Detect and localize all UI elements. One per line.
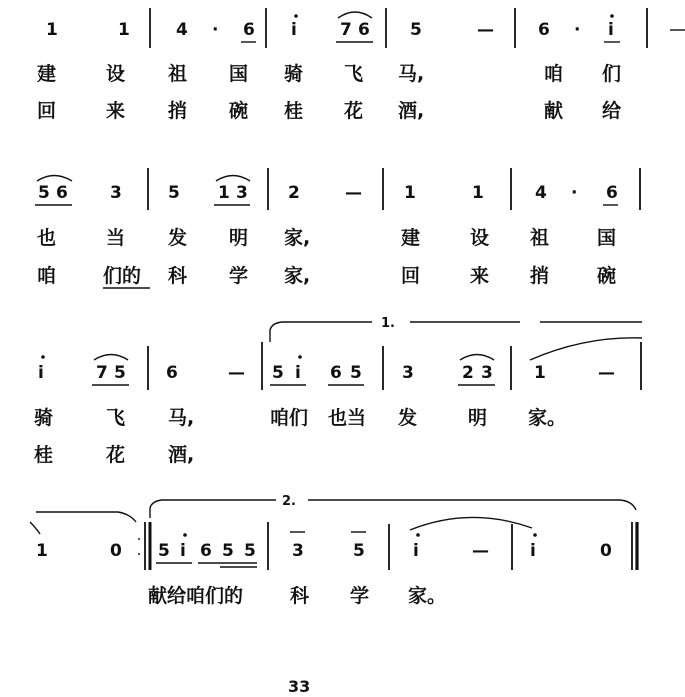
slur [37,176,72,182]
note: 1 [472,183,484,203]
lyric: 学 [229,265,249,287]
note: 3 [236,183,248,203]
note: — [598,363,615,383]
note: 1 [46,20,58,40]
note: 6 [330,363,342,383]
lyric: 明 [229,227,249,249]
octave-dot [41,355,45,359]
volta-2-bracket [150,500,276,518]
note: 5 [38,183,50,203]
lyric: 家, [284,265,311,287]
lyric: 给 [602,100,622,122]
lyric: 当 [106,227,126,249]
lyric: 桂 [284,100,304,122]
tie [530,338,642,360]
note: 6 [538,20,550,40]
note: 0 [600,541,612,561]
note: — [345,183,362,203]
note: i [413,541,419,561]
system-1 [37,8,685,122]
lyric: 咱们 [270,407,309,429]
lyric: 也 [37,227,57,249]
lyric: 家。 [528,407,567,429]
note: 1 [534,363,546,383]
note: · [212,20,219,40]
note: i [291,20,297,40]
octave-dot [533,533,537,537]
lyric: 碗 [597,265,617,287]
note: 5 [350,363,362,383]
lyric: 也当 [328,407,367,429]
note: 3 [402,363,414,383]
volta-2-end [620,500,636,510]
volta-1-label: 1. [381,316,395,331]
lyric: 马, [168,407,195,429]
note: 6 [56,183,68,203]
note: 6 [166,363,178,383]
note: 5 [158,541,170,561]
volta-2-label: 2. [282,494,296,509]
system-2 [35,168,640,288]
note: 5 [272,363,284,383]
note: 6 [243,20,255,40]
note: 3 [481,363,493,383]
lyric: 回 [401,265,421,287]
lyric: 花 [344,100,364,122]
note: — [477,20,494,40]
lyric: 捎 [168,100,188,122]
lyric: 咱 [37,265,57,287]
lyric: 酒, [168,444,195,466]
note: 5 [410,20,422,40]
note: 5 [222,541,234,561]
lyric: 咱 [544,63,564,85]
lyric: 建 [37,63,57,85]
lyric: 明 [468,407,488,429]
lyric: 飞 [106,407,126,429]
lyric: 们的 [103,265,142,287]
note: 1 [118,20,130,40]
lyric: 回 [37,100,57,122]
lyric: 献 [544,100,564,122]
lyric: 发 [398,407,418,429]
lyric: 飞 [344,63,364,85]
volta-1-bracket [270,322,372,342]
note: 7 [340,20,352,40]
note: 3 [292,541,304,561]
note: i [180,541,186,561]
note: · [574,20,581,40]
lyric: 来 [106,100,126,122]
note: 5 [114,363,126,383]
tie-start [30,522,40,534]
note: 6 [606,183,618,203]
octave-dot [183,533,187,537]
lyric: 们 [602,63,622,85]
lyric: 家, [284,227,311,249]
lyric: 建 [401,227,421,249]
note: 7 [96,363,108,383]
system-3 [34,316,642,466]
lyric: 设 [470,227,490,249]
note: i [530,541,536,561]
note: 6 [358,20,370,40]
lyric: 家。 [408,585,447,607]
slur [460,355,494,361]
slur [216,176,250,182]
lyric: 来 [470,265,490,287]
note: 5 [168,183,180,203]
lyric: 捎 [530,265,550,287]
octave-dot [416,533,420,537]
lyric: 学 [350,585,370,607]
slur [94,355,128,361]
note: 5 [244,541,256,561]
octave-dot [610,14,614,18]
system-4 [30,494,637,607]
lyric: 祖 [530,227,550,249]
note: i [38,363,44,383]
note: 1 [404,183,416,203]
slur [338,12,372,18]
note: 4 [176,20,188,40]
lyric: 发 [168,227,188,249]
note: · [571,183,578,203]
note: 1 [218,183,230,203]
lyric: 祖 [168,63,188,85]
lyric: 花 [106,444,126,466]
lyric: 酒, [398,100,425,122]
note: i [608,20,614,40]
note: 3 [110,183,122,203]
note: i [295,363,301,383]
note: 2 [288,183,300,203]
octave-dot [294,14,298,18]
note: — [228,363,245,383]
lyric: 骑 [34,407,54,429]
lyric: 科 [290,585,310,607]
note: 1 [36,541,48,561]
lyric: 桂 [34,444,54,466]
lyric: 科 [168,265,188,287]
note: 4 [535,183,547,203]
note: 2 [462,363,474,383]
octave-dot [298,355,302,359]
lyric: 骑 [284,63,304,85]
note: 5 [353,541,365,561]
lyric: 碗 [229,100,249,122]
lyric: 国 [229,63,249,85]
page-number: 33 [288,677,311,696]
tie [410,517,532,530]
lyric: 设 [106,63,126,85]
tie-end [118,512,136,522]
lyric: 马, [398,63,425,85]
note: 0 [110,541,122,561]
lyric: 献给咱们的 [148,585,244,607]
note: — [472,541,489,561]
note: 6 [200,541,212,561]
lyric: 国 [597,227,617,249]
